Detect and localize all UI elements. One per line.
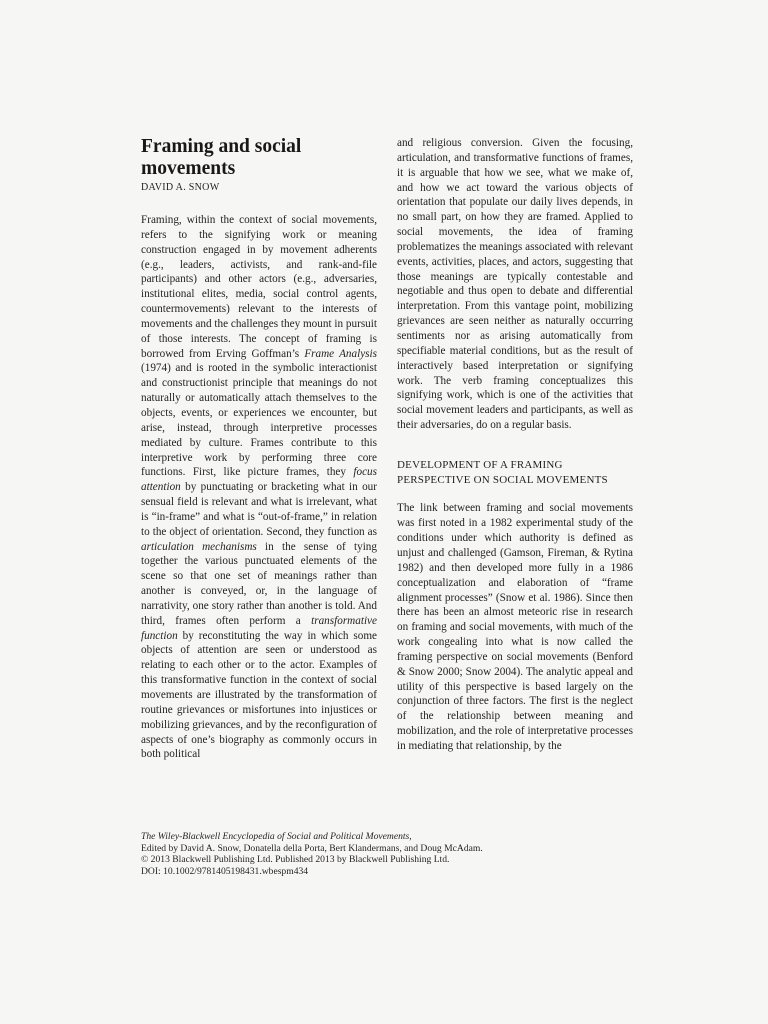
citation-footer xyxy=(141,831,633,877)
term-transformative-function: transformative function xyxy=(141,614,377,642)
editors-line: Edited by David A. Snow, Donatella della Porta, Bert Klandermans, and Doug McAdam. xyxy=(141,842,483,854)
text-segment: Framing, within the context of social movements, refers to the signifying work or meaning construction engaged in by movement adherents (e.g., leaders, activists, and rank-and-file participants) and other actors (e.g., adversaries, institutional elites, media, social control agents, countermovements) relevant to the interests of movements and the challenges they mount in pursuit of those interests. The concept of framing is borrowed from Erving Goffman’s xyxy=(141,214,377,360)
section-heading xyxy=(397,458,633,488)
left-paragraph xyxy=(141,213,377,762)
copyright-line: © 2013 Blackwell Publishing Ltd. Published 2013 by Blackwell Publishing Ltd. xyxy=(141,854,450,865)
section-heading-line-2: PERSPECTIVE ON SOCIAL MOVEMENTS xyxy=(397,473,608,486)
text-segment: (1974) and is rooted in the symbolic interactionist and constructionist principle that meanings do not naturally or automatically attach themselves to the objects, events, or experiences we encounter, but arise, instead, through interpretive processes mediated by culture. Frames contribute to this interpretive work by performing three core functions. First, like picture frames, they xyxy=(141,362,377,479)
doi-line: DOI: 10.1002/9781405198431.wbespm434 xyxy=(141,865,309,877)
title-line-2: movements xyxy=(141,158,236,179)
text-segment: in the sense of tying together the various punctuated elements of the scene so that one set of meanings rather than another is conveyed, or, in the language of narrativity, one story rather than another is told. And third, frames often perform a xyxy=(141,540,377,627)
left-column xyxy=(141,136,377,762)
encyclopedia-title: The Wiley-Blackwell Encyclopedia of Social and Political Movements, xyxy=(141,831,412,842)
book-title-frame-analysis: Frame Analysis xyxy=(304,347,377,360)
term-focus-attention: focus attention xyxy=(141,466,377,494)
right-paragraph-1: and religious conversion. Given the focusing, articulation, and transformative functions of frames, it is arguable that how we see, what we make of, and how we act toward the various objects of orientation that populate our daily lives depends, in no small part, on how they are framed. Applied to social movements, the idea of framing problematizes the meanings associated with relevant events, activities, places, and actors, suggesting that those meanings are typically contestable and negotiable and thus open to debate and differential interpretation. From this vantage point, mobilizing grievances are seen neither as naturally occurring sentiments nor as arising automatically from specifiable material conditions, but as the result of interactively based interpretation or signifying work. The verb framing conceptualizes this signifying work, which is one of the activities that social movement leaders and participants, as well as their adversaries, do on a regular basis. xyxy=(397,137,633,432)
article-title xyxy=(141,136,377,180)
title-line-1: Framing and social xyxy=(141,136,302,157)
right-paragraph-2: The link between framing and social movements was first noted in a 1982 experimental study of the conditions under which authority is defined as unjust and challenged (Gamson, Fireman, & Rytina 1982) and then developed more fully in a 1986 conceptualization and elaboration of “frame alignment processes” (Snow et al. 1986). Since then there has been an almost meteoric rise in research on framing and social movements, with much of the work congealing into what is now called the framing perspective on social movements (Benford & Snow 2000; Snow 2004). The analytic appeal and utility of this perspective is based largely on the conjunction of three factors. The first is the neglect of the relationship between meaning and mobilization, and the role of interpretative processes in mediating that relationship, by the xyxy=(397,502,633,752)
term-articulation-mechanisms: articulation mechanisms xyxy=(141,540,257,553)
section-heading-line-1: DEVELOPMENT OF A FRAMING xyxy=(397,458,563,471)
text-segment: by reconstituting the way in which some objects of attention are seen or understood as relating to each other or to the actor. Examples of this transformative function in the context of social movements are illustrated by the transformation of routine grievances or misfortunes into injustices or mobilizing grievances, and by the reconfiguration of aspects of one’s biography as commonly occurs in both political xyxy=(141,629,377,761)
text-segment: by punctuating or bracketing what in our sensual field is relevant and what is irrelevant, what is “in-frame” and what is “out-of-frame,” in relation to the object of orientation. Second, they function as xyxy=(141,481,377,538)
author-name: DAVID A. SNOW xyxy=(141,182,220,193)
right-column xyxy=(397,136,633,754)
